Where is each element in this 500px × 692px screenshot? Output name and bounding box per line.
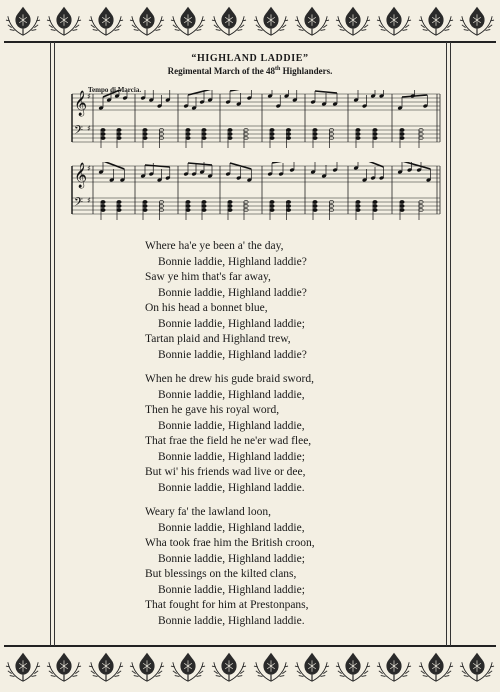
- thistle-icon: [169, 3, 207, 39]
- right-frame-line-inner: [446, 42, 447, 646]
- lyrics-stanza: [145, 372, 445, 496]
- song-subtitle: [0, 66, 500, 76]
- thistle-icon: [169, 649, 207, 685]
- music-system-1: [70, 90, 442, 152]
- lyric-refrain-line: Bonnie laddie, Highland laddie;: [158, 552, 305, 565]
- left-frame-line: [50, 42, 51, 646]
- lyrics-stanza: [145, 239, 445, 363]
- bottom-border-rule: [4, 645, 496, 647]
- svg-text:♯: ♯: [87, 164, 91, 173]
- lyrics: [145, 239, 445, 638]
- lyric-refrain-line: Bonnie laddie, Highland laddie,: [158, 419, 305, 432]
- lyric-line: But blessings on the kilted clans,: [145, 568, 297, 580]
- thistle-icon: [417, 3, 455, 39]
- song-title: “HIGHLAND LADDIE”: [191, 53, 309, 64]
- thistle-icon: [417, 649, 455, 685]
- thistle-icon: [252, 649, 290, 685]
- thistle-icon: [4, 3, 42, 39]
- lyric-line: Wha took frae him the British croon,: [145, 537, 315, 549]
- thistle-icon: [458, 3, 496, 39]
- lyric-line: Tartan plaid and Highland trew,: [145, 333, 291, 345]
- thistle-icon: [87, 649, 125, 685]
- thistle-icon: [375, 3, 413, 39]
- tempo-marking: Tempo di Marcia.: [88, 86, 142, 94]
- thistle-icon: [458, 649, 496, 685]
- lyric-refrain-line: Bonnie laddie, Highland laddie;: [158, 583, 305, 596]
- lyric-refrain-line: Bonnie laddie, Highland laddie;: [158, 450, 305, 463]
- lyric-refrain-line: Bonnie laddie, Highland laddie?: [158, 348, 307, 361]
- lyric-line: Saw ye him that's far away,: [145, 271, 271, 283]
- lyric-refrain-line: Bonnie laddie, Highland laddie,: [158, 388, 305, 401]
- top-ornament-band: [4, 2, 496, 40]
- subtitle-suffix: Highlanders.: [280, 66, 333, 76]
- thistle-icon: [45, 3, 83, 39]
- thistle-icon: [210, 649, 248, 685]
- thistle-icon: [334, 649, 372, 685]
- thistle-icon: [293, 3, 331, 39]
- lyric-line: Then he gave his royal word,: [145, 404, 280, 416]
- right-frame-line: [450, 42, 451, 646]
- svg-text:𝄞: 𝄞: [74, 91, 88, 116]
- lyric-refrain-line: Bonnie laddie, Highland laddie?: [158, 286, 307, 299]
- music-system-2: [70, 162, 442, 224]
- left-frame-line-inner: [54, 42, 55, 646]
- lyric-refrain-line: Bonnie laddie, Highland laddie;: [158, 317, 305, 330]
- bottom-ornament-band: [4, 648, 496, 686]
- lyric-line: But wi' his friends wad live or dee,: [145, 466, 306, 478]
- lyric-refrain-line: Bonnie laddie, Highland laddie.: [158, 481, 305, 494]
- thistle-icon: [334, 3, 372, 39]
- svg-text:♯: ♯: [87, 196, 91, 205]
- thistle-icon: [87, 3, 125, 39]
- lyric-line: Weary fa' the lawland loon,: [145, 506, 272, 518]
- lyric-line: On his head a bonnet blue,: [145, 302, 268, 314]
- thistle-icon: [128, 3, 166, 39]
- lyric-line: Where ha'e ye been a' the day,: [145, 240, 284, 252]
- thistle-icon: [375, 649, 413, 685]
- svg-text:𝄢: 𝄢: [74, 124, 84, 140]
- svg-text:𝄢: 𝄢: [74, 196, 84, 212]
- svg-text:𝄞: 𝄞: [74, 163, 88, 188]
- lyric-refrain-line: Bonnie laddie, Highland laddie,: [158, 521, 305, 534]
- thistle-icon: [128, 649, 166, 685]
- lyrics-stanza: [145, 505, 445, 629]
- thistle-icon: [252, 3, 290, 39]
- lyric-line: That fought for him at Prestonpans,: [145, 599, 309, 611]
- thistle-icon: [4, 649, 42, 685]
- lyric-refrain-line: Bonnie laddie, Highland laddie?: [158, 255, 307, 268]
- subtitle-sup: th: [274, 66, 281, 72]
- subtitle-prefix: Regimental March of the 48: [167, 66, 275, 76]
- thistle-icon: [293, 649, 331, 685]
- lyric-refrain-line: Bonnie laddie, Highland laddie.: [158, 614, 305, 627]
- thistle-icon: [45, 649, 83, 685]
- svg-text:♯: ♯: [87, 124, 91, 133]
- lyric-line: That frae the field he ne'er wad flee,: [145, 435, 312, 447]
- thistle-icon: [210, 3, 248, 39]
- top-border-rule: [4, 41, 496, 43]
- lyric-line: When he drew his gude braid sword,: [145, 373, 314, 385]
- svg-text:♯: ♯: [87, 92, 91, 101]
